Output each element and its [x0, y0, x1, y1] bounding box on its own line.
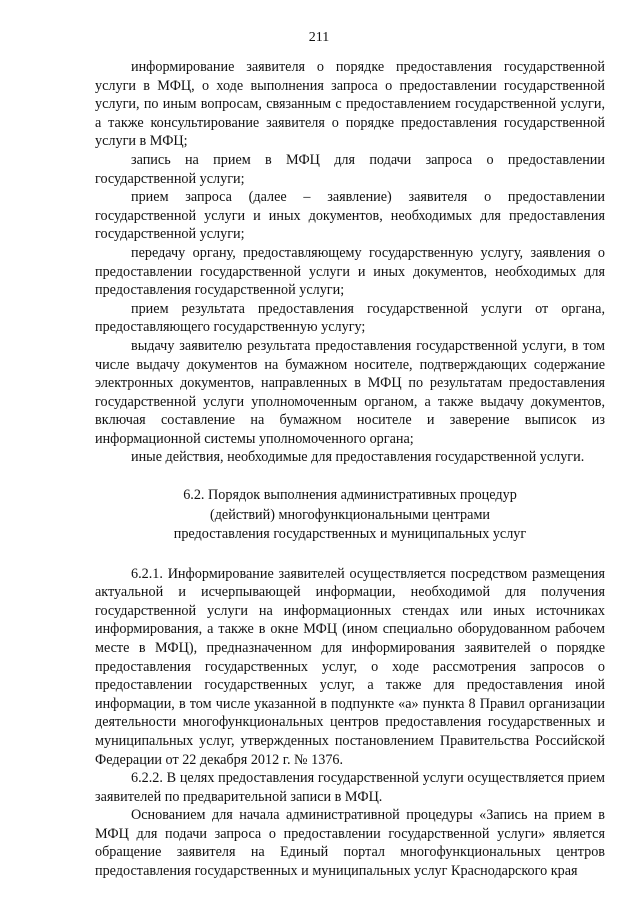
list-item: информирование заявителя о порядке предоставления государственной услуги в МФЦ, о ходе выполнения запроса о предоставлении государственной услуги, по иным вопросам, связанным с предоставлением государственной услуги, а также консультирование заявителя о порядке предоставления государственной услуги в МФЦ;: [95, 59, 605, 150]
paragraph-6-2-1: 6.2.1. Информирование заявителей осуществляется посредством размещения актуальной и исчерпывающей информации, необходимой для получения государственной услуги на информационных стендах или иных источниках информирования, а также в окне МФЦ (ином специально оборудованном рабочем месте в МФЦ), предназначенном для информирования заявителей о порядке предоставления государственных услуг, о ходе рассмотрения запросов о предоставлении государственных услуг, а также для предоставления иной информации, в том числе указанной в подпункте «а» пункта 8 Правил организации деятельности многофункциональных центров предоставления государственных и муниципальных услуг, утвержденных постановлением Правительства Российской Федерации от 22 декабря 2012 г. № 1376.: [95, 565, 605, 768]
document-body: [95, 58, 605, 881]
section-heading-line: 6.2. Порядок выполнения административных процедур: [183, 487, 517, 504]
section-heading-line: (действий) многофункциональными центрами: [209, 506, 491, 523]
list-item: прием результата предоставления государственной услуги от органа, предоставляющего государственную услугу;: [95, 300, 605, 336]
section-heading-line: предоставления государственных и муниципальных услуг: [173, 526, 527, 543]
paragraph-basis: Основанием для начала административной процедуры «Запись на прием в МФЦ для подачи запроса о предоставлении государственной услуги» является обращение заявителя на Единый портал многофункциональных центров предоставления государственных и муниципальных услуг Краснодарского края: [95, 807, 605, 880]
list-item: прием запроса (далее – заявление) заявителя о предоставлении государственной услуги и иных документов, необходимых для предоставления государственной услуги;: [95, 189, 605, 243]
section-heading: [95, 486, 605, 545]
list-item: передачу органу, предоставляющему государственную услугу, заявления о предоставлении государственной услуги и иных документов, необходимых для предоставления государственной услуги;: [95, 244, 605, 299]
list-item: запись на прием в МФЦ для подачи запроса о предоставлении государственной услуги;: [95, 151, 605, 187]
page-number: 211: [308, 30, 330, 45]
list-item: выдачу заявителю результата предоставления государственной услуги, в том числе выдачу документов на бумажном носителе, подтверждающих содержание электронных документов, направленных в МФЦ по результатам предоставления государственной услуги уполномоченным органом, а также выдачу документов, включая составление на бумажном носителе и заверение выписок из информационной системы уполномоченного органа;: [95, 337, 605, 447]
paragraph-6-2-2: 6.2.2. В целях предоставления государственной услуги осуществляется прием заявителей по предварительной записи в МФЦ.: [95, 770, 605, 805]
list-item: иные действия, необходимые для предоставления государственной услуги.: [131, 449, 585, 466]
